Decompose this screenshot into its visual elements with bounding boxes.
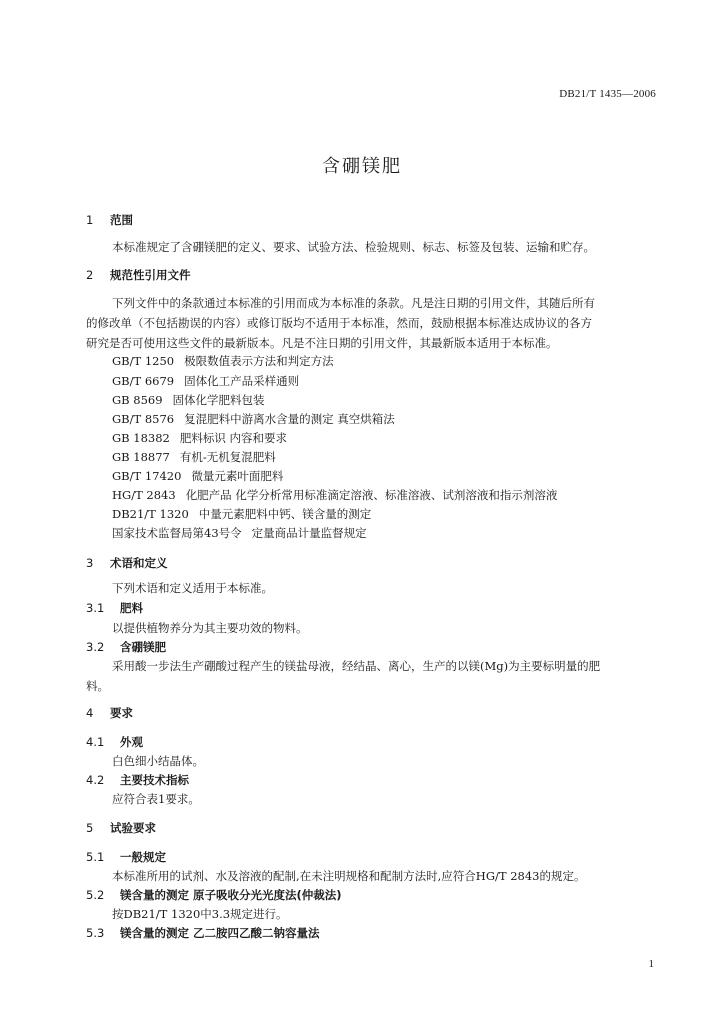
reference-code: GB 18382 xyxy=(112,431,170,445)
page-number: 1 xyxy=(648,958,654,970)
reference-code: GB 8569 xyxy=(112,393,163,407)
subsection-number: 3.2 xyxy=(86,640,105,654)
reference-code: DB21/T 1320 xyxy=(112,507,189,521)
paragraph: 应符合表1要求。 xyxy=(112,792,200,806)
reference-title: 有机-无机复混肥料 xyxy=(179,450,276,464)
subsection-number: 5.2 xyxy=(86,888,105,902)
paragraph-line: 采用酸一步法生产硼酸过程产生的镁盐母液，经结晶、离心，生产的以镁(Mg)为主要标明量的肥 xyxy=(112,659,601,673)
subsection-title: 镁含量的测定 乙二胺四乙酸二钠容量法 xyxy=(120,926,320,940)
reference-code: GB 18877 xyxy=(112,450,170,464)
subsection-heading xyxy=(86,770,661,790)
paragraph-line: 下列文件中的条款通过本标准的引用而成为本标准的条款。凡是注日期的引用文件，其随后所有 xyxy=(112,296,595,310)
reference-title: 肥料标识 内容和要求 xyxy=(179,431,288,445)
subsection-heading xyxy=(86,847,661,867)
subsection-heading xyxy=(86,923,661,943)
paragraph: 按DB21/T 1320中3.3规定进行。 xyxy=(112,907,288,921)
reference-title: 微量元素叶面肥料 xyxy=(191,469,284,483)
reference-item xyxy=(86,390,687,410)
reference-title: 复混肥料中游离水含量的测定 真空烘箱法 xyxy=(184,412,395,426)
section-title: 术语和定义 xyxy=(110,556,168,570)
reference-item xyxy=(86,523,687,543)
reference-item xyxy=(86,466,687,486)
section-title: 试验要求 xyxy=(110,821,157,835)
section-heading xyxy=(86,703,661,723)
reference-code: GB/T 6679 xyxy=(112,374,175,388)
section-number: 5 xyxy=(86,821,94,835)
reference-title: 定量商品计量监督规定 xyxy=(251,526,367,540)
paragraph: 白色细小结晶体。 xyxy=(112,754,204,768)
subsection-heading xyxy=(86,885,661,905)
reference-title: 固体化学肥料包装 xyxy=(172,393,265,407)
reference-code: HG/T 2843 xyxy=(112,488,176,502)
subsection-number: 5.1 xyxy=(86,850,105,864)
document-title: 含硼镁肥 xyxy=(322,156,402,177)
reference-code: 国家技术监督局第43号令 xyxy=(112,526,242,540)
reference-item xyxy=(86,351,687,371)
reference-item xyxy=(86,371,687,391)
subsection-title: 镁含量的测定 原子吸收分光光度法(仲裁法) xyxy=(120,888,342,902)
subsection-title: 外观 xyxy=(120,735,144,749)
section-title: 范围 xyxy=(110,213,134,227)
reference-code: GB/T 17420 xyxy=(112,469,182,483)
section-number: 2 xyxy=(86,268,94,282)
subsection-title: 肥料 xyxy=(120,601,144,615)
reference-code: GB/T 8576 xyxy=(112,412,175,426)
reference-item xyxy=(86,409,687,429)
reference-item xyxy=(86,447,687,467)
section-heading xyxy=(86,553,661,573)
paragraph: 以提供植物养分为其主要功效的物料。 xyxy=(112,621,308,635)
paragraph-line: 的修改单（不包括勘误的内容）或修订版均不适用于本标准，然而，鼓励根据本标准达成协议的各方 xyxy=(86,316,592,330)
subsection-number: 4.1 xyxy=(86,735,105,749)
section-number: 4 xyxy=(86,706,94,720)
standard-code: DB21/T 1435—2006 xyxy=(559,88,656,100)
reference-title: 中量元素肥料中钙、镁含量的测定 xyxy=(198,507,372,521)
subsection-number: 5.3 xyxy=(86,926,105,940)
subsection-heading xyxy=(86,598,661,618)
reference-title: 化肥产品 化学分析常用标准滴定溶液、标准溶液、试剂溶液和指示剂溶液 xyxy=(185,488,558,502)
subsection-title: 主要技术指标 xyxy=(120,773,190,787)
section-title: 规范性引用文件 xyxy=(110,268,191,282)
section-heading xyxy=(86,210,661,230)
paragraph: 本标准所用的试剂、水及溶液的配制,在未注明规格和配制方法时,应符合HG/T 2843的规定。 xyxy=(112,869,586,883)
reference-item xyxy=(86,485,687,505)
paragraph-line: 研究是否可使用这些文件的最新版本。凡是不注日期的引用文件，其最新版本适用于本标准。 xyxy=(86,336,558,350)
subsection-title: 一般规定 xyxy=(120,850,167,864)
subsection-number: 4.2 xyxy=(86,773,105,787)
reference-title: 固体化工产品采样通则 xyxy=(184,374,300,388)
reference-item xyxy=(86,428,687,448)
subsection-number: 3.1 xyxy=(86,601,105,615)
paragraph-line: 料。 xyxy=(86,679,109,693)
section-number: 1 xyxy=(86,213,94,227)
subsection-title: 含硼镁肥 xyxy=(120,640,167,654)
subsection-heading xyxy=(86,637,661,657)
paragraph: 下列术语和定义适用于本标准。 xyxy=(112,581,273,595)
section-title: 要求 xyxy=(110,706,134,720)
reference-item xyxy=(86,504,687,524)
reference-code: GB/T 1250 xyxy=(112,354,175,368)
paragraph: 本标准规定了含硼镁肥的定义、要求、试验方法、检验规则、标志、标签及包装、运输和贮存。 xyxy=(112,240,595,254)
section-heading xyxy=(86,818,661,838)
section-heading xyxy=(86,265,661,285)
reference-title: 极限数值表示方法和判定方法 xyxy=(184,354,334,368)
section-number: 3 xyxy=(86,556,94,570)
subsection-heading xyxy=(86,732,661,752)
